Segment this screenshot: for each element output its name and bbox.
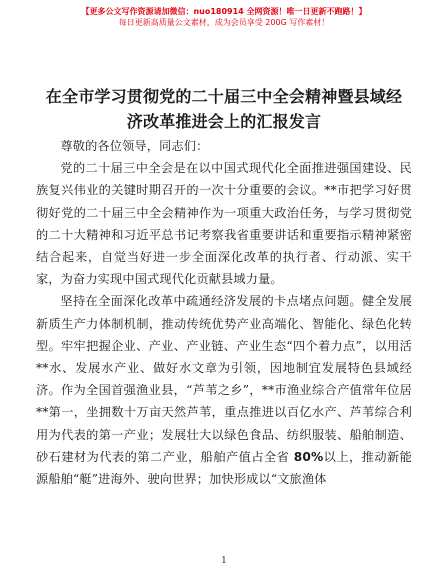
document-title: 在全市学习贯彻党的二十届三中全会精神暨县域经济改革推进会上的汇报发言 [45,87,403,131]
greeting: 尊敬的各位领导，同志们： [60,139,209,153]
promo-banner [0,6,448,28]
page-number: 1 [221,556,227,566]
paragraph-2-text-before: 坚持在全面深化改革中疏通经济发展的卡点堵点问题。健全发展新质生产力体制机制，推动传统优势产业高端化、智能化、绿色化转型。牢牢把握企业、产业、产业链、产业生态“四个着力点”，以用活**水、发展水产业、做好水文章为引领，因地制宜发展特色县域经济。作为全国首强渔业县，“芦苇之乡”，**市渔业综合产值常年位居**第一，坐拥数十万亩天然芦苇，重点推进以百亿水产、芦苇综合利用为代表的第一产业；发展壮大以绿色食品、纺织服装、船舶制造、砂石建材为代表的第二产业，船舶产值占全省 [36,294,412,464]
paragraph-1: 党的二十届三中全会是在以中国式现代化全面推进强国建设、民族复兴伟业的关键时期召开的一次十分重要的会议。**市把学习好贯彻好党的二十届三中全会精神作为一项重大政治任务，与学习贯彻党的二十大精神和习近平总书记考察我省重要讲话和重要指示精神紧密结合起来，自觉当好进一步全面深化改革的执行者、行动派、实干家，为奋力实现中国式现代化贡献县域力量。 [36,161,412,287]
promo-banner-line2: 每日更新高质量公文素材，成为会员享受 200G 写作素材！ [118,18,330,27]
paragraph-2-text-after: 以上，推动新能源船舶“艇”进海外、驶向世界；加快形成以“文旅渔体 [36,449,412,487]
document-body [36,135,412,490]
paragraph-2-percent: 80% [293,449,324,464]
paragraph-2 [36,290,412,490]
promo-banner-line1: 【更多公文写作资源请加微信：nuo180914 全网资源！唯一日更新不跑路！】 [81,7,367,16]
